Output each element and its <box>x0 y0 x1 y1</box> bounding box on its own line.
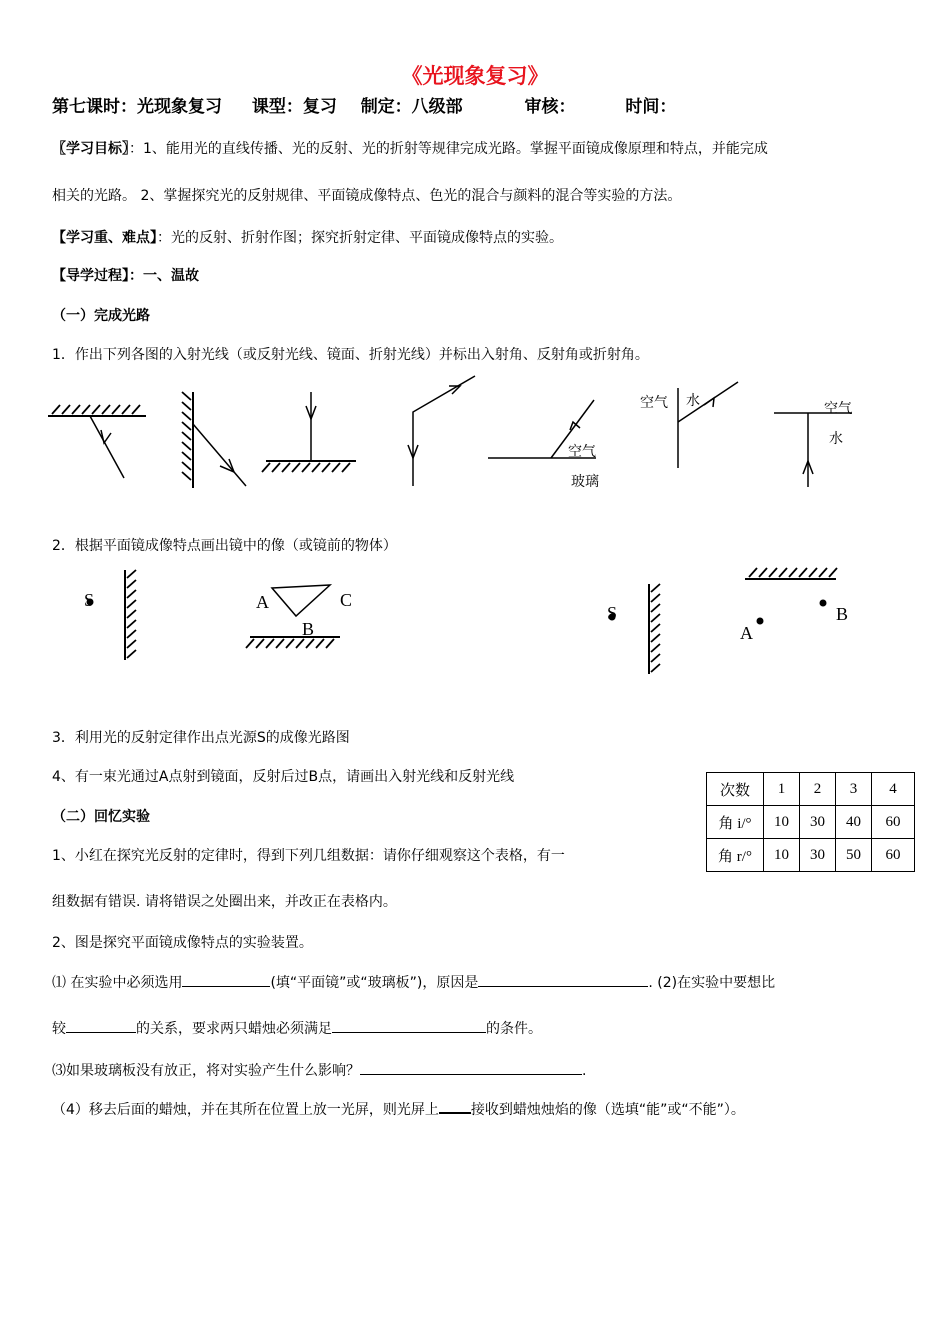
figure-2c <box>609 584 661 674</box>
guide-text: ：一、温故 <box>129 268 199 284</box>
objectives-line-2: 相关的光路。 2、掌握探究光的反射规律、平面镜成像特点、色光的混合与颜料的混合等实验的方法。 <box>52 188 682 204</box>
figure-2d <box>745 568 837 625</box>
objectives-text-1: ：1、能用光的直线传播、光的反射、光的折射等规律完成光路。掌握平面镜成像原理和特点，并能完成 <box>129 141 768 157</box>
plane-mirror-figures <box>0 560 950 680</box>
figure-2a <box>87 570 137 660</box>
label-s-2: S <box>607 603 618 623</box>
question-3: 3．利用光的反射定律作出点光源S的成像光路图 <box>52 730 350 746</box>
q2-text-a: 较 <box>52 1021 66 1037</box>
q2-text-c: 的条件。 <box>486 1021 542 1037</box>
figure-1g <box>774 413 852 487</box>
table-cell: 2 <box>800 773 836 806</box>
table-cell: 角 i/° <box>707 806 764 839</box>
table-cell: 次数 <box>707 773 764 806</box>
experiment-1-line-2: 组数据有错误. 请将错误之处圈出来，并改正在表格内。 <box>52 894 397 910</box>
experiment-2-q4 <box>52 1098 745 1119</box>
label-a-2: A <box>740 623 753 643</box>
header-author: 制定：八级部 <box>360 97 463 117</box>
key-points <box>52 227 563 247</box>
label-water-3: 水 <box>829 431 843 447</box>
key-points-label: 【学习重、难点】 <box>52 230 157 246</box>
reflection-data-table <box>706 772 915 872</box>
table-row <box>707 839 915 872</box>
objectives-line-1 <box>52 138 768 158</box>
guide-label: 【导学过程】 <box>52 268 129 284</box>
label-air-3: 空气 <box>824 401 852 417</box>
header-type: 课型：复习 <box>251 97 337 117</box>
label-c: C <box>340 590 353 610</box>
experiment-1-line-1: 1、小红在探究光反射的定律时，得到下列几组数据：请你仔细观察这个表格，有一 <box>52 848 565 864</box>
table-cell: 1 <box>764 773 800 806</box>
label-glass: 玻璃 <box>571 474 599 490</box>
answer-blank[interactable] <box>66 1018 136 1033</box>
answer-blank[interactable] <box>360 1060 582 1075</box>
header-lesson: 第七课时：光现象复习 <box>52 97 222 117</box>
label-b: B <box>302 619 315 639</box>
q3-text-a: ⑶如果玻璃板没有放正，将对实验产生什么影响？ <box>52 1063 360 1079</box>
figure-1a <box>48 405 146 478</box>
light-path-figures <box>0 370 950 500</box>
section-1-heading: （一）完成光路 <box>52 308 150 324</box>
question-2: 2．根据平面镜成像特点画出镜中的像（或镜前的物体） <box>52 538 397 554</box>
table-row <box>707 773 915 806</box>
figure-1d <box>408 376 475 486</box>
label-a: A <box>256 592 269 612</box>
label-air-1: 空气 <box>568 444 596 460</box>
q3-text-b: . <box>582 1063 587 1079</box>
question-1: 1．作出下列各图的入射光线（或反射光线、镜面、折射光线）并标出入射角、反射角或折射角。 <box>52 347 649 363</box>
answer-blank[interactable] <box>439 1098 471 1114</box>
table-cell: 60 <box>872 806 915 839</box>
table-cell: 4 <box>872 773 915 806</box>
label-s-1: S <box>84 590 95 610</box>
label-water-2: 水 <box>686 393 700 409</box>
key-points-text: ：光的反射、折射作图；探究折射定律、平面镜成像特点的实验。 <box>157 230 563 246</box>
lesson-header <box>52 92 676 117</box>
q1-text-a: ⑴ 在实验中必须选用 <box>52 975 183 991</box>
table-row <box>707 806 915 839</box>
page-title: 《光现象复习》 <box>401 64 549 88</box>
answer-blank[interactable] <box>478 972 648 987</box>
figure-1c <box>262 392 356 472</box>
section-2-heading: （二）回忆实验 <box>52 809 150 825</box>
table-cell: 40 <box>836 806 872 839</box>
q4-text-b: 接收到蜡烛烛焰的像（选填“能”或“不能”）。 <box>470 1102 745 1118</box>
label-b-2: B <box>836 604 849 624</box>
experiment-2-q1 <box>52 972 775 992</box>
q4-text-a: （4）移去后面的蜡烛，并在其所在位置上放一光屏，则光屏上 <box>52 1102 439 1118</box>
header-review: 审核： <box>524 97 576 117</box>
table-cell: 3 <box>836 773 872 806</box>
answer-blank[interactable] <box>332 1018 486 1033</box>
guide-heading <box>52 265 199 285</box>
question-4: 4、有一束光通过A点射到镜面，反射后过B点，请画出入射光线和反射光线 <box>52 769 515 785</box>
q2-text-b: 的关系，要求两只蜡烛必须满足 <box>136 1021 332 1037</box>
table-cell: 30 <box>800 806 836 839</box>
objectives-label: 〖学习目标〗 <box>52 141 129 157</box>
table-cell: 30 <box>800 839 836 872</box>
table-cell: 50 <box>836 839 872 872</box>
table-cell: 60 <box>872 839 915 872</box>
header-time: 时间： <box>625 97 677 117</box>
experiment-2-q3 <box>52 1060 586 1080</box>
q1-text-c: . (2)在实验中要想比 <box>648 975 776 991</box>
figure-1b <box>182 392 246 488</box>
label-air-2: 空气 <box>640 395 668 411</box>
table-cell: 角 r/° <box>707 839 764 872</box>
q1-text-b: (填“平面镜”或“玻璃板”)，原因是 <box>270 975 479 991</box>
experiment-2-q2 <box>52 1018 542 1038</box>
answer-blank[interactable] <box>182 972 270 987</box>
experiment-2: 2、图是探究平面镜成像特点的实验装置。 <box>52 935 313 951</box>
table-cell: 10 <box>764 806 800 839</box>
table-cell: 10 <box>764 839 800 872</box>
